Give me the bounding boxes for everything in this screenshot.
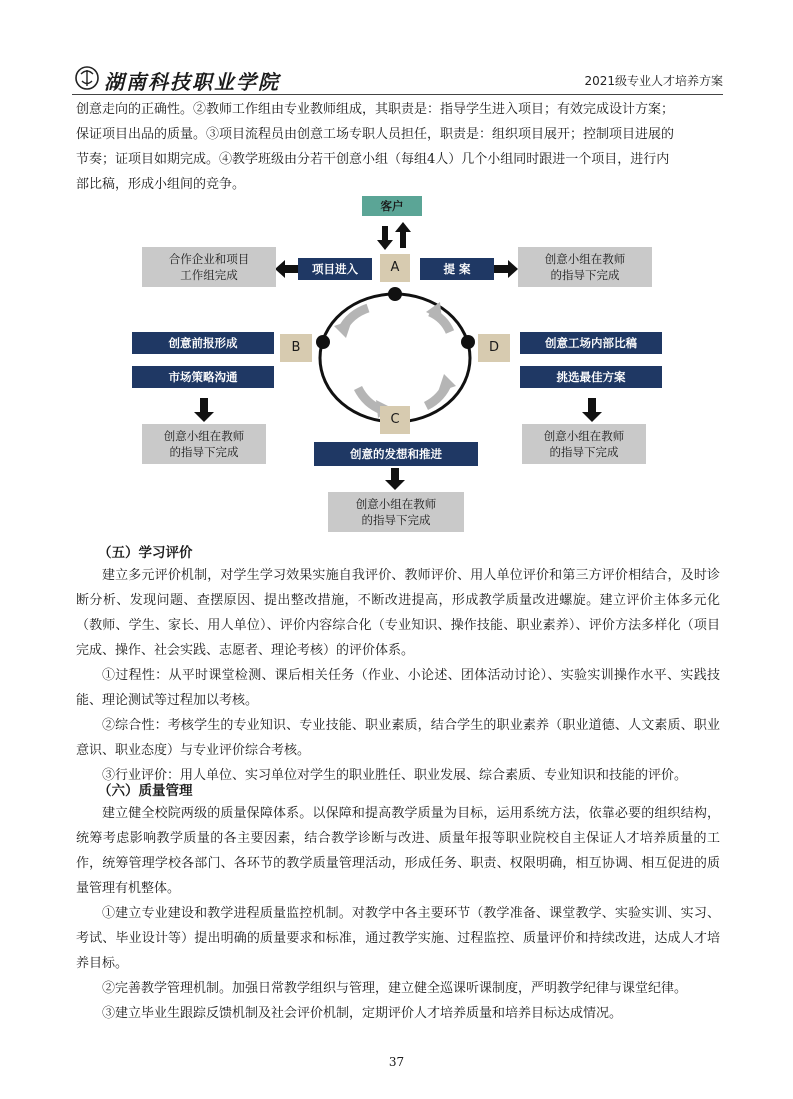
paragraph: ③行业评价：用人单位、实习单位对学生的职业胜任、职业发展、综合素质、专业知识和技能的评价。 bbox=[102, 768, 688, 783]
intro-line: 节奏；证项目如期完成。④教学班级由分若干创意小组（每组4人）几个小组同时跟进一个项目，进行内 bbox=[76, 152, 670, 167]
node-a-label: A bbox=[380, 254, 410, 282]
internal-compare-box: 创意工场内部比稿 bbox=[520, 332, 662, 354]
intro-line: 部比稿，形成小组间的竞争。 bbox=[76, 177, 246, 192]
intro-line: 保证项目出品的质量。③项目流程员由创意工场专职人员担任，职责是：组织项目展开；控制项目进展的 bbox=[76, 127, 675, 142]
guided-completion-box-bottom bbox=[328, 492, 464, 532]
paragraph: ③建立毕业生跟踪反馈机制及社会评价机制，定期评价人才培养质量和培养目标达成情况。 bbox=[102, 1006, 623, 1021]
box-line: 创意小组在教师 bbox=[543, 429, 625, 443]
section5-body bbox=[76, 563, 720, 788]
guided-completion-box-right bbox=[522, 424, 646, 464]
select-best-box: 挑选最佳方案 bbox=[520, 366, 662, 388]
box-line: 的指导下完成 bbox=[549, 445, 619, 459]
guided-completion-box-left bbox=[142, 424, 266, 464]
intro-paragraph bbox=[76, 97, 720, 197]
box-line: 合作企业和项目 bbox=[168, 252, 250, 266]
section-heading-quality-management: （六）质量管理 bbox=[98, 783, 193, 799]
node-c-label: C bbox=[380, 406, 410, 434]
market-strategy-box: 市场策略沟通 bbox=[132, 366, 274, 388]
school-name: 湖南科技职业学院 bbox=[104, 70, 280, 94]
school-logo bbox=[74, 64, 304, 92]
paragraph: ①过程性：从平时课堂检测、课后相关任务（作业、小论述、团体活动讨论）、实验实训操作水平、实践技能、理论测试等过程加以考核。 bbox=[76, 668, 720, 708]
creative-brief-box: 创意前报形成 bbox=[132, 332, 274, 354]
paragraph: ②完善教学管理机制。加强日常教学组织与管理，建立健全巡课听课制度，严明教学纪律与课堂纪律。 bbox=[102, 981, 688, 996]
document-title: 2021级专业人才培养方案 bbox=[584, 74, 723, 88]
paragraph: ①建立专业建设和教学进程质量监控机制。对教学中各主要环节（教学准备、课堂教学、实验实训、实习、考试、毕业设计等）提出明确的质量要求和标准，通过教学实施、过程监控、质量评价和持续改进，达成人才培养目标。 bbox=[76, 906, 720, 971]
box-line: 创意小组在教师 bbox=[544, 252, 626, 266]
box-line: 工作组完成 bbox=[180, 268, 238, 282]
paragraph: ②综合性：考核学生的专业知识、专业技能、职业素质，结合学生的职业素养（职业道德、人文素质、职业意识、职业态度）与专业评价综合考核。 bbox=[76, 718, 720, 758]
box-line: 创意小组在教师 bbox=[355, 497, 437, 511]
partner-enterprise-box bbox=[142, 247, 276, 287]
page-number: 37 bbox=[388, 1055, 405, 1069]
diagram-connectors bbox=[130, 192, 660, 537]
section6-body bbox=[76, 801, 720, 1026]
box-line: 创意小组在教师 bbox=[163, 429, 245, 443]
box-line: 的指导下完成 bbox=[550, 268, 620, 282]
creative-develop-box: 创意的发想和推进 bbox=[314, 442, 478, 466]
header-divider bbox=[72, 94, 723, 95]
intro-line: 创意走向的正确性。②教师工作组由专业教师组成，其职责是：指导学生进入项目；有效完成设计方案； bbox=[76, 102, 675, 117]
project-entry-box: 项目进入 bbox=[298, 258, 372, 280]
section-heading-learning-evaluation: （五）学习评价 bbox=[98, 545, 193, 561]
proposal-box: 提 案 bbox=[420, 258, 494, 280]
box-line: 的指导下完成 bbox=[169, 445, 239, 459]
paragraph: 建立多元评价机制，对学生学习效果实施自我评价、教师评价、用人单位评价和第三方评价相结合，及时诊断分析、发现问题、查摆原因、提出整改措施，不断改进提高，形成教学质量改进螺旋。建立评价主体多元化（教师、学生、家长、用人单位）、评价内容综合化（专业知识、操作技能、职业素养）、评价方法多样化（项目完成、操作、社会实践、志愿者、理论考核）的评价体系。 bbox=[76, 568, 720, 658]
box-line: 的指导下完成 bbox=[361, 513, 431, 527]
node-d-label: D bbox=[478, 334, 510, 362]
workflow-diagram bbox=[130, 192, 660, 537]
node-b-label: B bbox=[280, 334, 312, 362]
paragraph: 建立健全校院两级的质量保障体系。以保障和提高教学质量为目标，运用系统方法，依靠必要的组织结构，统筹考虑影响教学质量的各主要因素，结合教学诊断与改进、质量年报等职业院校自主保证人才培养质量的工作，统筹管理学校各部门、各环节的教学质量管理活动，形成任务、职责、权限明确，相互协调、相互促进的质量管理有机整体。 bbox=[76, 806, 720, 896]
customer-box: 客户 bbox=[362, 196, 422, 216]
guided-completion-box-top-right bbox=[518, 247, 652, 287]
